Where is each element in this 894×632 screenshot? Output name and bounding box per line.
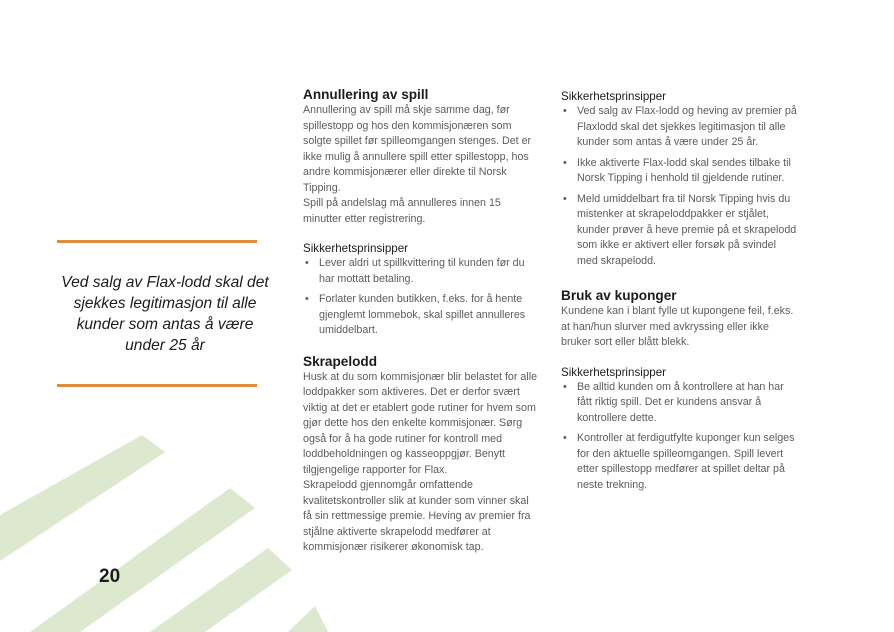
section-heading-skrapelodd: Skrapelodd bbox=[303, 353, 378, 369]
quote-top-rule bbox=[57, 240, 257, 243]
subheading-sikkerhetsprinsipper-2: Sikkerhetsprinsipper bbox=[561, 90, 667, 103]
list-item: • Kontroller at ferdigutfylte kuponger kun selges for den aktuelle spilleomgangen. Spill levert etter spillestopp medfører at spillet deltar på neste trekning. bbox=[561, 431, 797, 493]
page-number: 20 bbox=[99, 566, 121, 587]
skrapelodd-paragraph-2: Skrapelodd gjennomgår omfattende kvalitetskontroller slik at kunder som vinner skal få sin rettmessige premie. Heving av premier fra stjålne aktiverte skrapelodd medfører at kommisjonær risikerer økonomisk tap. bbox=[303, 479, 531, 553]
subheading-sikkerhetsprinsipper-3: Sikkerhetsprinsipper bbox=[561, 365, 667, 379]
kuponger-paragraph: Kundene kan i blant fylle ut kupongene feil, f.eks. at han/hun slurver med avkryssing eller ikke bruker sort eller blått blekk. bbox=[561, 305, 794, 348]
annullering-paragraph-1: Annullering av spill må skje samme dag, før spillestopp og hos den kommisjonæren som solgte spillet før spilleomgangen stenges. Det er ikke mulig å annullere spill etter spillestopp, hos andre kommisjonærer eller direkte til Norsk Tipping. bbox=[303, 104, 532, 194]
section-heading-annullering: Annullering av spill bbox=[303, 87, 429, 102]
stripe-1 bbox=[0, 435, 165, 561]
pull-quote: Ved salg av Flax-lodd skal det sjekkes legitimasjon til alle kunder som antas å være under 25 år bbox=[61, 274, 269, 354]
list-item: • Be alltid kunden om å kontrollere at han har fått riktig spill. Det er kundens ansvar å kontrollere dette. bbox=[561, 380, 797, 427]
content-column-right bbox=[561, 89, 797, 493]
list-item: • Meld umiddelbart fra til Norsk Tipping hvis du mistenker at skrapeloddpakker er stjålet, kunder prøver å heve premie på et skrapelodd som ikke er aktivert eller forsøk på svindel med skrapelodd. bbox=[561, 192, 797, 270]
sikkerhet-list-1 bbox=[303, 256, 539, 339]
stripe-4 bbox=[288, 606, 328, 632]
quote-bottom-rule bbox=[57, 384, 257, 387]
annullering-paragraph-2: Spill på andelslag må annulleres innen 15 minutter etter registrering. bbox=[303, 197, 501, 225]
list-item: • Forlater kunden butikken, f.eks. for å hente gjenglemt lommebok, skal spillet annulleres umiddelbart. bbox=[303, 292, 539, 339]
list-item: • Ikke aktiverte Flax-lodd skal sendes tilbake til Norsk Tipping i henhold til gjeldende rutiner. bbox=[561, 156, 797, 187]
content-column-left bbox=[303, 86, 539, 556]
section-heading-kuponger: Bruk av kuponger bbox=[561, 288, 677, 303]
skrapelodd-paragraph-1: Husk at du som kommisjonær blir belastet for alle loddpakker som aktiveres. Det er derfor svært viktig at det er etablert gode rutiner for hvem som gjør dette hos den enkelte kommisjonær. Sørg også for å ha gode rutiner for kontroll med loddbeholdningen og kasseoppgjør. Benytt tilgjengelige rapporter for Flax. bbox=[303, 370, 538, 476]
list-item: • Lever aldri ut spillkvittering til kunden før du har mottatt betaling. bbox=[303, 256, 539, 287]
subheading-sikkerhetsprinsipper-1: Sikkerhetsprinsipper bbox=[303, 242, 409, 255]
list-item: • Ved salg av Flax-lodd og heving av premier på Flaxlodd skal det sjekkes legitimasjon til alle kunder som antas å være under 25 år. bbox=[561, 104, 797, 151]
sikkerhet-list-3 bbox=[561, 380, 797, 494]
sikkerhet-list-2 bbox=[561, 104, 797, 269]
